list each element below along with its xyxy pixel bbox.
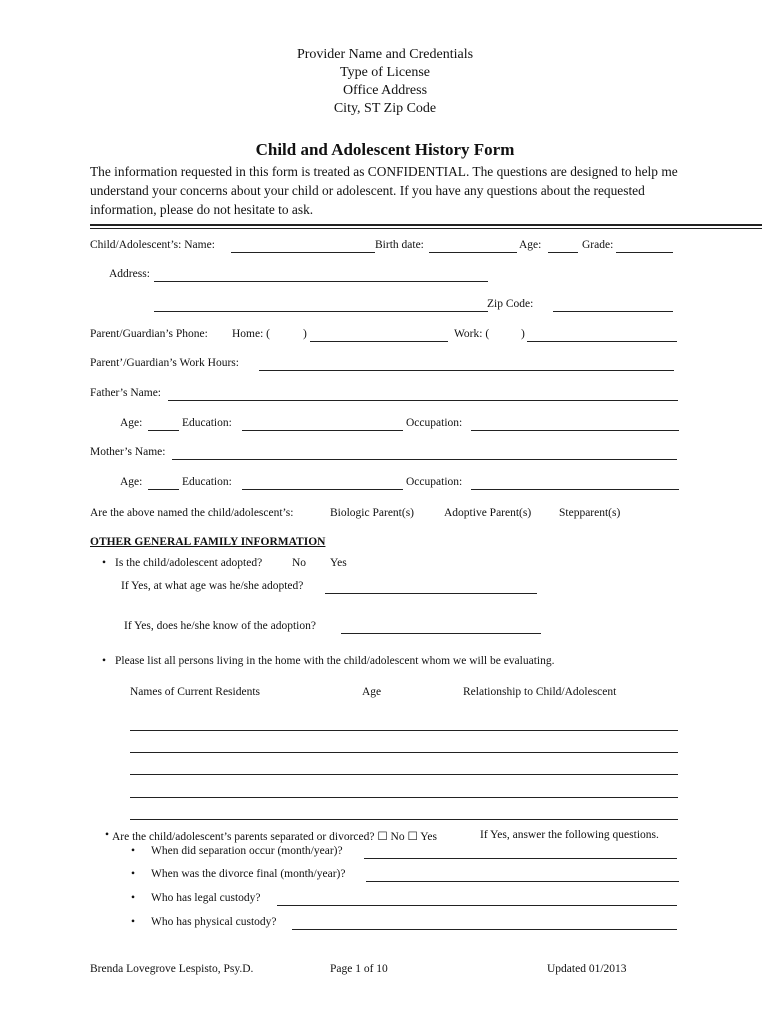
divorce-date-question: When was the divorce final (month/year)? [151, 868, 346, 880]
city-state-zip: City, ST Zip Code [333, 101, 437, 116]
mother-occupation-field[interactable] [471, 489, 679, 490]
section-divider [90, 224, 762, 229]
father-education-field[interactable] [242, 430, 403, 431]
bullet-icon: • [102, 655, 107, 667]
grade-label: Grade: [582, 239, 614, 251]
bullet-icon: • [102, 557, 107, 569]
intro-paragraph: The information requested in this form is treated as CONFIDENTIAL. The questions are designed to help me understand your concerns about your child or adolescent. If you have any questions about the requested information, please do not hesitate to ask. [90, 164, 678, 217]
footer-updated: Updated 01/2013 [547, 963, 627, 975]
mother-occupation-label: Occupation: [406, 476, 463, 488]
father-age-field[interactable] [148, 430, 179, 431]
name-label: Child/Adolescent’s: Name: [90, 239, 215, 251]
adopted-no-option[interactable]: No [292, 557, 307, 569]
adopted-age-field[interactable] [325, 593, 537, 594]
license-type: Type of License [340, 65, 430, 80]
home-paren-close: ) [303, 328, 307, 340]
relationship-label: Are the above named the child/adolescent’s: [90, 507, 294, 519]
provider-name: Provider Name and Credentials [296, 47, 474, 62]
col-header-age: Age [362, 686, 382, 698]
physical-custody-question: Who has physical custody? [151, 916, 277, 928]
separated-note: If Yes, answer the following questions. [480, 829, 659, 841]
option-stepparents[interactable]: Stepparent(s) [559, 507, 621, 519]
phone-label: Parent/Guardian’s Phone: [90, 328, 208, 340]
bullet-icon: • [131, 845, 136, 857]
address-field-2[interactable] [154, 311, 488, 312]
address-field[interactable] [154, 281, 488, 282]
zip-field[interactable] [553, 311, 673, 312]
zip-label: Zip Code: [487, 298, 534, 310]
work-phone-label: Work: ( [454, 328, 490, 340]
father-education-label: Education: [182, 417, 232, 429]
father-occupation-field[interactable] [471, 430, 679, 431]
father-occupation-label: Occupation: [406, 417, 463, 429]
know-adoption-field[interactable] [341, 633, 541, 634]
col-header-names: Names of Current Residents [130, 686, 260, 698]
mother-education-label: Education: [182, 476, 232, 488]
family-section-heading: OTHER GENERAL FAMILY INFORMATION [90, 536, 326, 548]
work-phone-field[interactable] [527, 341, 677, 342]
father-age-label: Age: [120, 417, 143, 429]
bullet-icon: • [131, 892, 136, 904]
father-name-field[interactable] [168, 400, 678, 401]
resident-row-line-5[interactable] [130, 819, 678, 820]
resident-row-line-2[interactable] [130, 752, 678, 753]
know-adoption-question: If Yes, does he/she know of the adoption? [124, 620, 316, 632]
separated-question[interactable]: Are the child/adolescent’s parents separated or divorced? ☐ No ☐ Yes [112, 831, 437, 843]
separation-date-field[interactable] [364, 858, 677, 859]
legal-custody-question: Who has legal custody? [151, 892, 261, 904]
adopted-question: Is the child/adolescent adopted? [115, 557, 263, 569]
resident-row-line-4[interactable] [130, 797, 678, 798]
residents-question: Please list all persons living in the home with the child/adolescent whom we will be evaluating. [115, 655, 555, 667]
option-biologic-parents[interactable]: Biologic Parent(s) [330, 507, 414, 519]
resident-row-line-3[interactable] [130, 774, 678, 775]
mother-education-field[interactable] [242, 489, 403, 490]
option-adoptive-parents[interactable]: Adoptive Parent(s) [444, 507, 532, 519]
mother-age-field[interactable] [148, 489, 179, 490]
mother-name-label: Mother’s Name: [90, 446, 166, 458]
age-field[interactable] [548, 252, 578, 253]
age-label: Age: [519, 239, 542, 251]
work-paren-close: ) [521, 328, 525, 340]
birth-date-label: Birth date: [375, 239, 424, 251]
father-name-label: Father’s Name: [90, 387, 162, 399]
col-header-relationship: Relationship to Child/Adolescent [463, 686, 617, 698]
resident-row-line-1[interactable] [130, 730, 678, 731]
adopted-age-question: If Yes, at what age was he/she adopted? [121, 580, 304, 592]
work-hours-field[interactable] [259, 370, 674, 371]
office-address: Office Address [342, 83, 428, 98]
form-title: Child and Adolescent History Form [255, 140, 515, 159]
footer-page-number: Page 1 of 10 [330, 963, 388, 975]
separated-bullet: • [105, 829, 110, 841]
birth-date-field[interactable] [429, 252, 517, 253]
bullet-icon: • [131, 916, 136, 928]
address-label: Address: [109, 268, 150, 280]
footer-author: Brenda Lovegrove Lespisto, Psy.D. [90, 963, 254, 975]
separation-date-question: When did separation occur (month/year)? [151, 845, 343, 857]
adopted-yes-option[interactable]: Yes [330, 557, 347, 569]
name-field[interactable] [231, 252, 375, 253]
legal-custody-field[interactable] [277, 905, 677, 906]
home-phone-field[interactable] [310, 341, 448, 342]
physical-custody-field[interactable] [292, 929, 677, 930]
grade-field[interactable] [616, 252, 673, 253]
home-phone-label: Home: ( [232, 328, 271, 340]
mother-age-label: Age: [120, 476, 143, 488]
work-hours-label: Parent’/Guardian’s Work Hours: [90, 357, 239, 369]
divorce-date-field[interactable] [366, 881, 679, 882]
bullet-icon: • [131, 868, 136, 880]
mother-name-field[interactable] [172, 459, 677, 460]
